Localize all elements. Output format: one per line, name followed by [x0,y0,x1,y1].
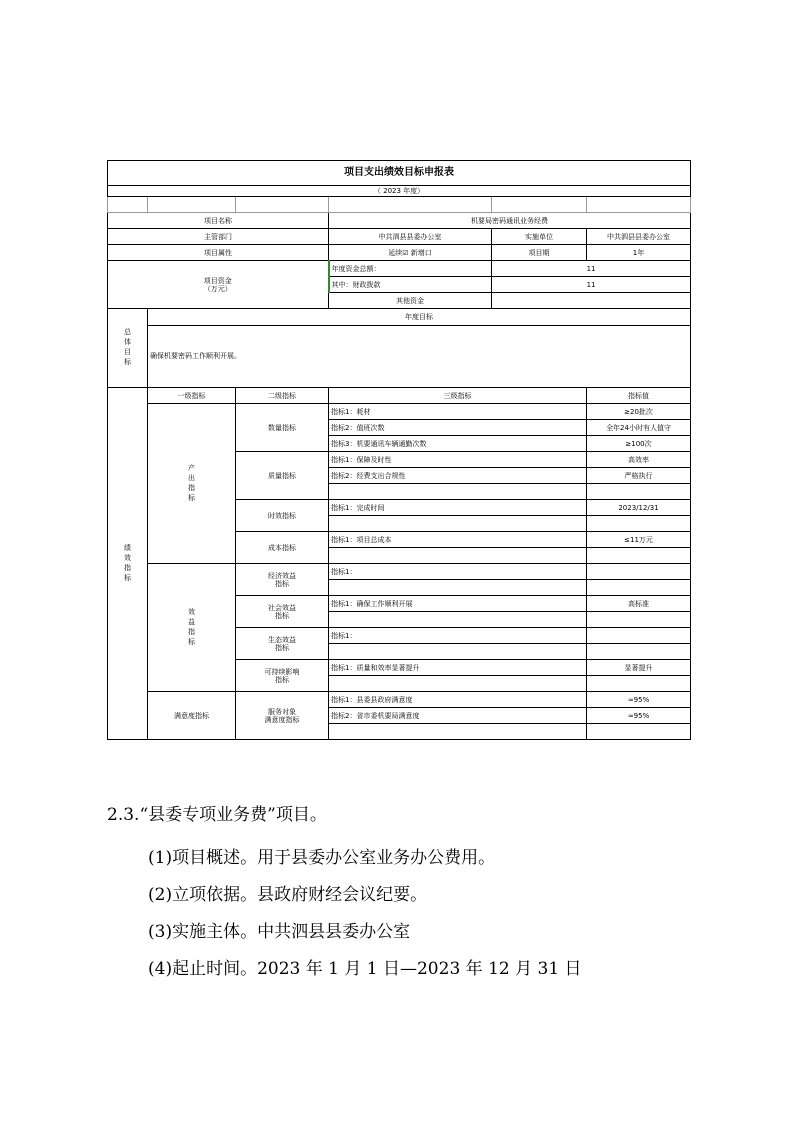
col-l2: 二级指标 [236,388,329,404]
qty3-value: ≥100次 [587,436,691,452]
eco1: 指标1： [329,628,587,644]
year-line: （ 2023 年度） [108,186,691,197]
social-label: 社会效益 指标 [236,596,329,628]
econ1: 指标1： [329,564,587,580]
dept-value: 中共泗县县委办公室 [329,229,492,245]
annual-goal-label: 年度目标 [148,309,691,326]
period-label: 项目期 [492,245,587,261]
ql2-value: 严格执行 [587,468,691,484]
para-overview: (1)项目概述。用于县委办公室业务办公费用。 [148,848,496,868]
econ-label: 经济效益 指标 [236,564,329,596]
funds-total-label: 年度资金总额： [329,261,492,277]
sust-label: 可持续影响 指标 [236,660,329,692]
funds-fiscal: 11 [492,277,691,293]
dept-label: 主管部门 [108,229,329,245]
para-basis: (2)立项依据。县政府财经会议纪要。 [148,885,428,905]
section-heading: 2.3.“县委专项业务费”项目。 [107,805,327,825]
funds-total: 11 [492,261,691,277]
ql1: 指标1：保障及时性 [329,452,587,468]
benefit-label: 效益指标 [148,564,236,692]
qty2: 指标2：值班次数 [329,420,587,436]
satis-label: 满意度指标 [148,692,236,740]
qty1: 指标1：耗材 [329,404,587,420]
su1: 指标1：质量和效率显著提升 [329,660,587,676]
attr-value: 延续☑ 新增口 [329,245,492,261]
col-l3: 三级指标 [329,388,587,404]
impl-label: 实施单位 [492,229,587,245]
tm1: 指标1：完成时间 [329,500,587,516]
goal-section: 总体目标 [108,309,148,388]
soc1-value: 高标准 [587,596,691,612]
cs1: 指标1：项目总成本 [329,532,587,548]
funds-label: 项目资金 （万元） [108,261,329,309]
funds-other-label: 其他资金 [329,293,492,309]
table-title: 项目支出绩效目标申报表 [108,161,691,186]
sa2-value: ≈95% [587,708,691,724]
para-subject: (3)实施主体。中共泗县县委办公室 [148,922,411,942]
para-period: (4)起止时间。2023 年 1 月 1 日—2023 年 12 月 31 日 [148,959,582,979]
ql1-value: 高效率 [587,452,691,468]
eco-label: 生态效益 指标 [236,628,329,660]
soc1: 指标1：确保工作顺利开展 [329,596,587,612]
sa1-value: ≈95% [587,692,691,708]
qty-label: 数量指标 [236,404,329,452]
impl-value: 中共泗县县委办公室 [587,229,691,245]
qty3: 指标3：机要通讯车辆通勤次数 [329,436,587,452]
ql2: 指标2：经费支出合规性 [329,468,587,484]
cost-label: 成本指标 [236,532,329,564]
qty2-value: 全年24小时有人值守 [587,420,691,436]
qty1-value: ≥20批次 [587,404,691,420]
funds-fiscal-label: 其中：财政拨款 [329,277,492,293]
cs1-value: ≤11万元 [587,532,691,548]
output-label: 产出指标 [148,404,236,564]
sa1: 指标1：县委县政府满意度 [329,692,587,708]
period-value: 1年 [587,245,691,261]
col-l1: 一级指标 [148,388,236,404]
sa2: 指标2：省市委机要局满意度 [329,708,587,724]
su1-value: 显著提升 [587,660,691,676]
col-val: 指标值 [587,388,691,404]
quality-label: 质量指标 [236,452,329,500]
project-name-label: 项目名称 [108,213,329,229]
annual-goal: 确保机要密码工作顺利开展。 [148,325,691,387]
attr-label: 项目属性 [108,245,329,261]
project-name: 机要局密码通讯业务经费 [329,213,691,229]
satis-sub: 服务对象 满意度指标 [236,692,329,740]
perf-section: 绩效指标 [108,388,148,740]
performance-target-table [107,160,690,770]
tm1-value: 2023/12/31 [587,500,691,516]
time-label: 时效指标 [236,500,329,532]
